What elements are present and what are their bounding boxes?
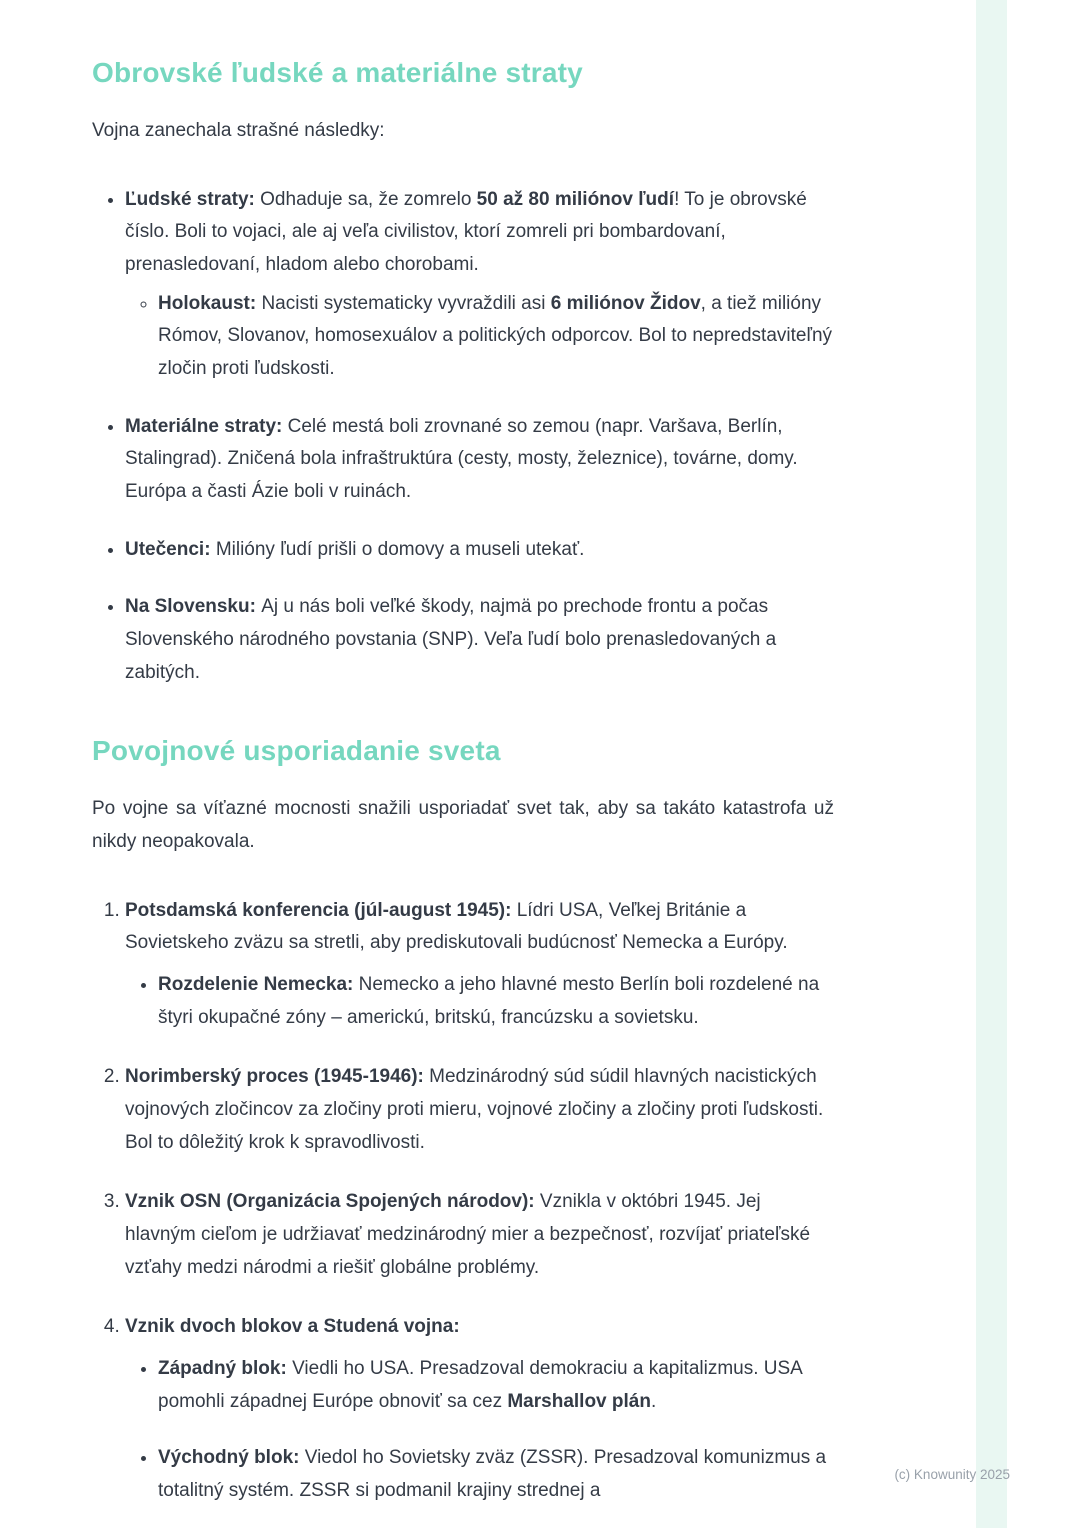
list-item-text: • Utečenci: Milióny ľudí prišli o domovy a museli utekať. — [125, 538, 585, 560]
list-item-text: • Rozdelenie Nemecka: Nemecko a jeho hlavné mesto Berlín boli rozdelené na štyri okupačné zóny – americkú, britskú, francúzsku a sovietsku. — [158, 974, 820, 1028]
postwar-numbered-list — [92, 895, 834, 1508]
list-item-germany-division — [158, 969, 834, 1034]
list-item-text: ◦ Holokaust: Nacisti systematicky vyvraždili asi 6 miliónov Židov, a tiež milióny Rómov, Slovanov, homosexuálov a politických odporcov. Bol to nepredstaviteľný zločin proti ľudskosti. — [158, 292, 833, 380]
list-item-holocaust — [158, 288, 834, 386]
heading-human-material-losses: Obrovské ľudské a materiálne straty — [92, 57, 583, 88]
page-content — [92, 55, 834, 1508]
losses-list — [92, 184, 834, 690]
list-item-un-founding — [125, 1186, 834, 1284]
list-item-text: 2. Norimberský proces (1945-1946): Medzinárodný súd súdil hlavných nacistických vojnových zločincov za zločiny proti mieru, vojnové zločiny a zločiny proti ľudskosti. Bol to dôležitý krok k spravodlivosti. — [125, 1066, 824, 1153]
list-item-slovakia — [125, 591, 834, 689]
list-item-text: 4. Vznik dvoch blokov a Studená vojna: — [125, 1316, 460, 1338]
list-item-potsdam-conference — [125, 895, 834, 1035]
holocaust-sublist — [125, 288, 834, 386]
list-item-text: • Materiálne straty: Celé mestá boli zrovnané so zemou (napr. Varšava, Berlín, Stalingrad). Zničená bola infraštruktúra (cesty, mosty, železnice), továrne, domy. Európa a časti Ázie boli v ruinách. — [125, 415, 798, 503]
losses-intro-paragraph: Vojna zanechala strašné následky: — [92, 120, 385, 141]
list-item-text: 1. Potsdamská konferencia (júl-august 1945): Lídri USA, Veľkej Británie a Sovietskeho zväzu sa stretli, aby prediskutovali budúcnosť Nemecka a Európy. — [125, 899, 788, 954]
potsdam-sublist — [125, 969, 834, 1034]
right-accent-stripe — [976, 0, 1007, 1528]
list-item-nuremberg-trials — [125, 1061, 834, 1159]
list-item-refugees — [125, 534, 834, 567]
list-item-text: • Východný blok: Viedol ho Sovietsky zväz (ZSSR). Presadzoval komunizmus a totalitný systém. ZSSR si podmanil krajiny strednej a — [158, 1447, 827, 1502]
list-item-material-losses — [125, 411, 834, 509]
list-item-human-losses — [125, 184, 834, 386]
list-item-eastern-bloc — [158, 1442, 834, 1507]
list-item-text: • Na Slovensku: Aj u nás boli veľké škody, najmä po prechode frontu a počas Slovenského národného povstania (SNP). Veľa ľudí bolo prenasledovaných a zabitých. — [125, 596, 777, 683]
list-item-text: 3. Vznik OSN (Organizácia Spojených národov): Vznikla v októbri 1945. Jej hlavným cieľom je udržiavať medzinárodný mier a bezpečnosť, rozvíjať priateľské vzťahy medzi národmi a riešiť globálne problémy. — [125, 1191, 811, 1278]
list-item-text: • Západný blok: Viedli ho USA. Presadzoval demokraciu a kapitalizmus. USA pomohli západnej Európe obnoviť sa cez Marshallov plán. — [158, 1358, 802, 1412]
list-item-text: • Ľudské straty: Odhaduje sa, že zomrelo 50 až 80 miliónov ľudí! To je obrovské číslo. Boli to vojaci, ale aj veľa civilistov, ktorí zomreli pri bombardovaní, prenasledovaní, hladom alebo chorobami. — [125, 188, 807, 276]
list-item-two-blocs-cold-war — [125, 1311, 834, 1507]
copyright-footer: (c) Knowunity 2025 — [894, 1467, 1010, 1482]
list-item-western-bloc — [158, 1353, 834, 1418]
heading-postwar-order: Povojnové usporiadanie sveta — [92, 735, 501, 767]
postwar-intro-paragraph: Po vojne sa víťazné mocnosti snažili usporiadať svet tak, aby sa takáto katastrofa už nikdy neopakovala. — [92, 798, 834, 853]
blocs-sublist — [125, 1353, 834, 1508]
